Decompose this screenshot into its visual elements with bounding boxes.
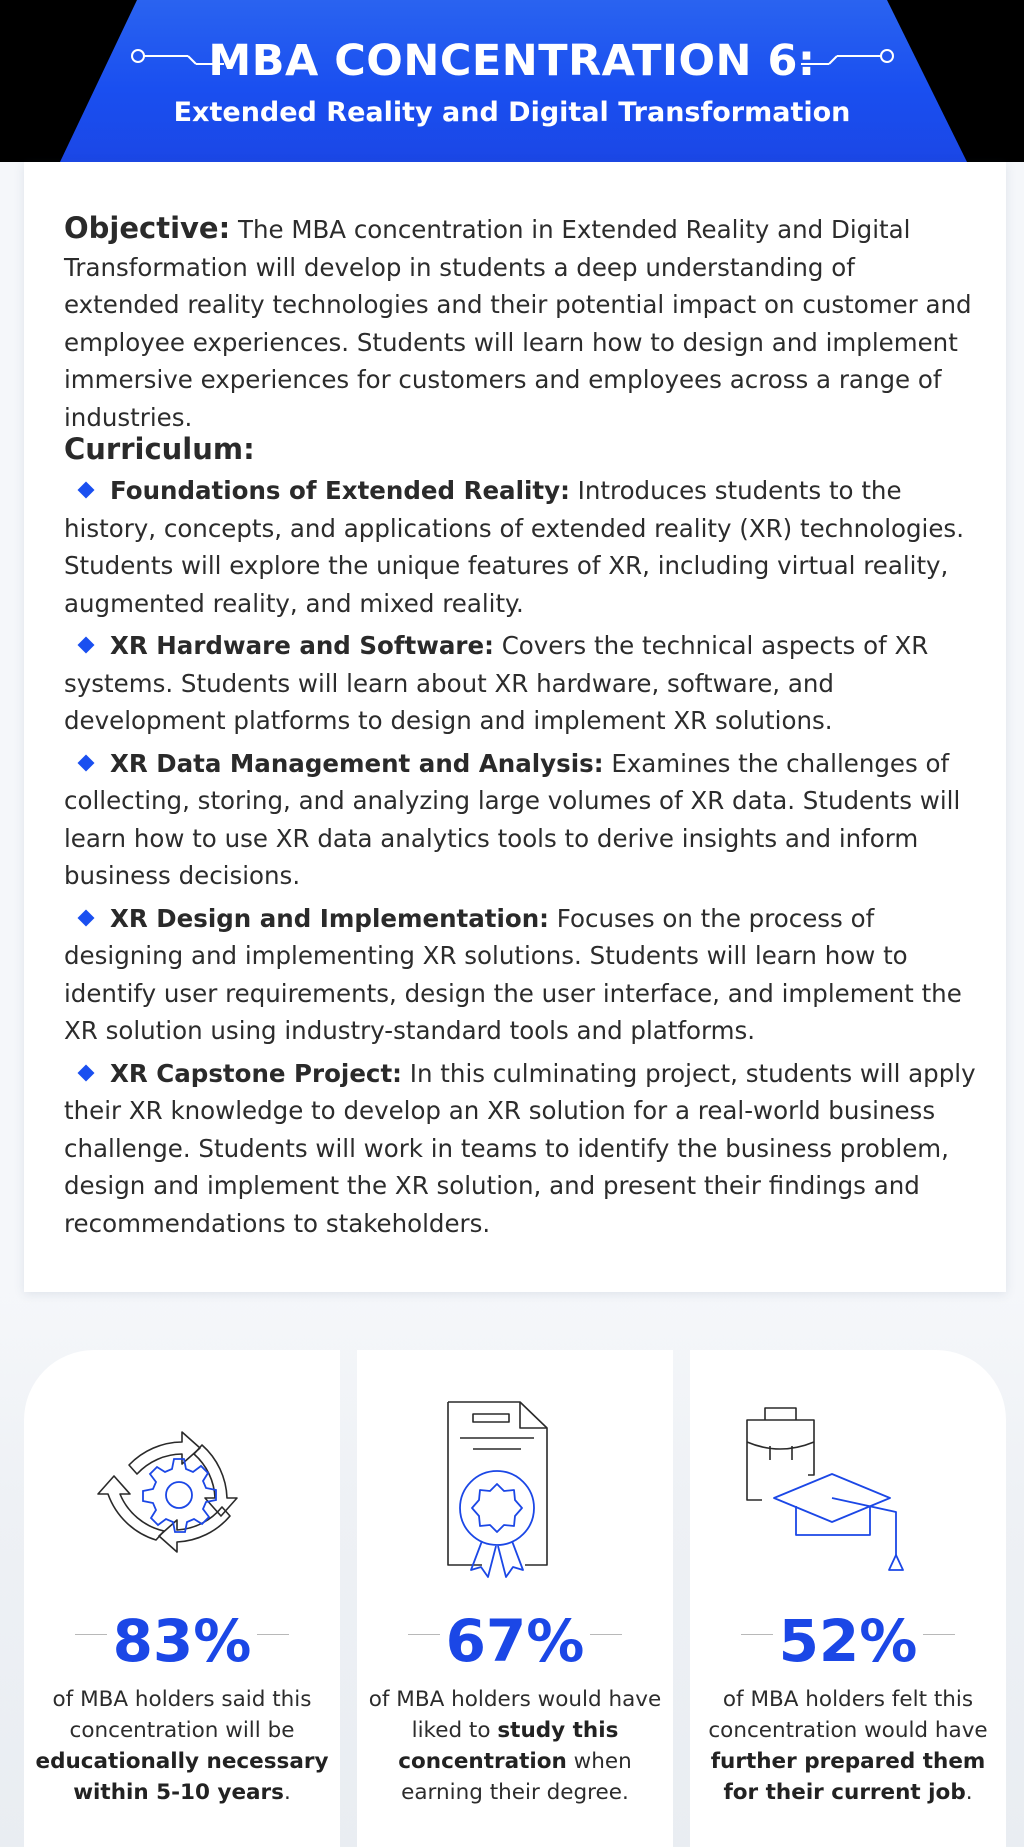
stat-value: 83% bbox=[112, 1607, 252, 1675]
diamond-bullet-icon bbox=[78, 1064, 95, 1081]
list-item bbox=[64, 472, 984, 622]
content-card bbox=[24, 162, 1006, 1292]
header-banner bbox=[0, 0, 1024, 162]
curriculum-item-text: In this culminating project, students will apply their XR knowledge to develop an XR solution for a real-world business challenge. Students will work in teams to identify the business problem, design and implement the XR solution, and present their findings and recommendations to stakeholders. bbox=[64, 1058, 976, 1238]
divider bbox=[257, 1634, 289, 1635]
curriculum-item-title: XR Design and Implementation: bbox=[110, 903, 549, 933]
objective-paragraph bbox=[64, 210, 976, 436]
stat-desc-text: when earning their degree. bbox=[401, 1749, 632, 1805]
curriculum-heading: Curriculum: bbox=[64, 432, 255, 466]
curriculum-item-text: Introduces students to the history, concepts, and applications of extended reality (XR) technologies. Students will explore the unique features of XR, including virtual reality, augmented reality, and mixed reality. bbox=[64, 476, 964, 618]
diamond-bullet-icon bbox=[78, 754, 95, 771]
stat-description bbox=[30, 1684, 334, 1808]
curriculum-item-title: XR Hardware and Software: bbox=[110, 631, 494, 660]
list-item bbox=[64, 1055, 984, 1243]
page-subtitle: Extended Reality and Digital Transformation bbox=[173, 97, 851, 128]
divider bbox=[923, 1634, 955, 1635]
stat-desc-bold: educationally necessary within 5-10 years bbox=[35, 1749, 329, 1805]
stat-card-1 bbox=[24, 1350, 340, 1847]
stat-desc-bold: further prepared them for their current job bbox=[710, 1749, 986, 1805]
objective-text: The MBA concentration in Extended Reality and Digital Transformation will develop in students a deep understanding of extended reality technologies and their potential impact on customer and employee experiences. Students will learn how to design and implement immersive experiences for customers and employees across a range of industries. bbox=[64, 215, 972, 432]
stat-desc-text: . bbox=[965, 1780, 973, 1805]
stat-desc-text: . bbox=[283, 1780, 291, 1805]
curriculum-item-text: Examines the challenges of collecting, storing, and analyzing large volumes of XR data. Students will learn how to use XR data analytics tools to derive insights and inform business decisions. bbox=[64, 748, 961, 890]
list-item bbox=[64, 745, 984, 895]
curriculum-item-title: Foundations of Extended Reality: bbox=[110, 476, 570, 505]
stat-description bbox=[696, 1684, 1000, 1808]
divider bbox=[590, 1634, 622, 1635]
stat-description bbox=[363, 1684, 667, 1808]
list-item bbox=[64, 900, 984, 1050]
diamond-bullet-icon bbox=[78, 909, 95, 926]
curriculum-item-title: XR Capstone Project: bbox=[110, 1058, 402, 1088]
diamond-bullet-icon bbox=[78, 482, 95, 499]
stat-card-3 bbox=[690, 1350, 1006, 1847]
objective-label: Objective: bbox=[64, 211, 231, 245]
certificate-icon bbox=[357, 1400, 673, 1590]
curriculum-list bbox=[64, 472, 984, 1247]
curriculum-item-text: Focuses on the process of designing and implementing XR solutions. Students will learn how to identify user requirements, design the user interface, and implement the XR solution using industry-standard tools and platforms. bbox=[64, 903, 962, 1045]
stat-desc-text: of MBA holders would have liked to bbox=[368, 1687, 662, 1743]
gear-cycle-icon bbox=[24, 1400, 340, 1590]
diamond-bullet-icon bbox=[78, 637, 95, 654]
stat-card-2 bbox=[357, 1350, 673, 1847]
curriculum-item-title: XR Data Management and Analysis: bbox=[110, 748, 604, 778]
stat-desc-text: of MBA holders felt this concentration would have bbox=[708, 1687, 988, 1743]
stat-desc-bold: study this concentration bbox=[398, 1718, 619, 1774]
briefcase-graduation-cap-icon bbox=[690, 1400, 1006, 1590]
list-item bbox=[64, 627, 984, 740]
stat-desc-text: of MBA holders said this concentration will be bbox=[52, 1687, 312, 1743]
page-title: MBA CONCENTRATION 6: bbox=[208, 36, 816, 86]
curriculum-item-text: Covers the technical aspects of XR systems. Students will learn about XR hardware, software, and development platforms to design and implement XR solutions. bbox=[64, 631, 929, 735]
stat-value: 67% bbox=[445, 1607, 585, 1675]
stat-value: 52% bbox=[778, 1607, 918, 1675]
